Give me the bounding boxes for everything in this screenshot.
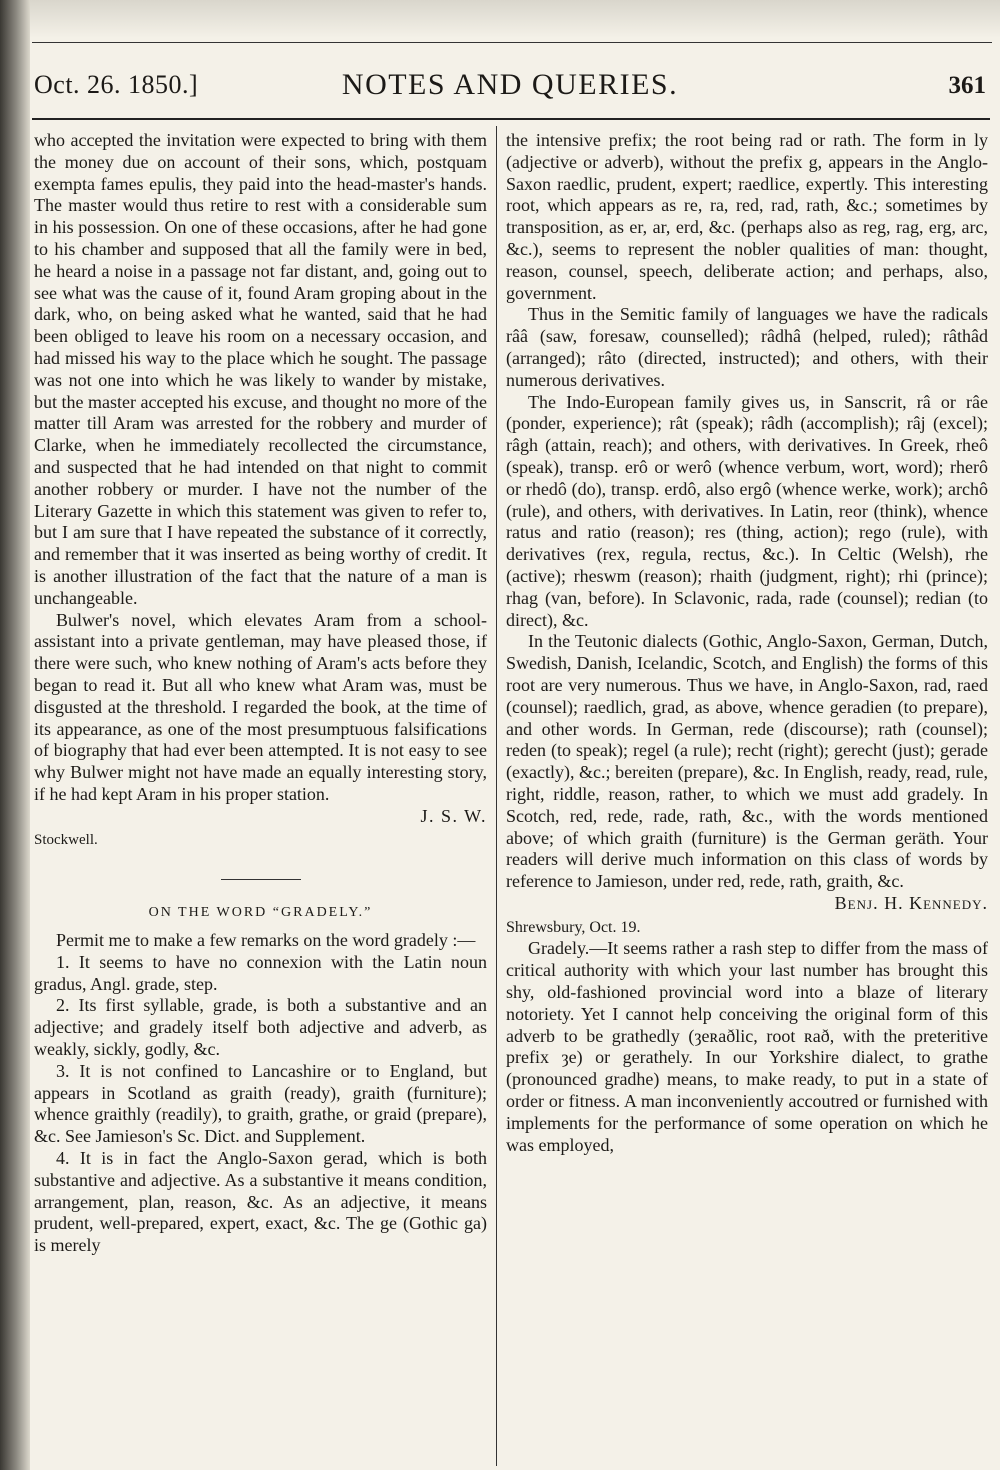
signature: Benj. H. Kennedy. <box>834 892 988 913</box>
place-line: Shrewsbury, Oct. 19. <box>506 918 641 936</box>
paragraph: The Indo-European family gives us, in Sanscrit, râ or râe (ponder, experience); rât (speak); râdh (accomplish); râj (excel); râgh (attain, reach); and others, with derivatives. In Greek, rheô (speak), transp. erô or werô (whence verbum, wort, word); rherô or rhedô (do), transp. erdô, also ergô (whence werke, work); archô (rule), and others, with derivatives. In Latin, reor (think), whence ratus and ratio (reason); res (thing, action); rego (rule), with derivatives (rex, regula, rectus, &c.). In Celtic (Welsh), rhe (active); rheswm (reason); rhaith (judgment, right); rhi (prince); rhag (van, before). In Sclavonic, rada, rade (counsel); redian (to direct), &c. <box>506 391 988 630</box>
numbered-point: 1. It seems to have no connexion with the Latin noun gradus, Angl. grade, step. <box>34 951 487 994</box>
signature: J. S. W. <box>420 805 487 826</box>
book-binding-shadow <box>0 0 30 1470</box>
numbered-point: 4. It is in fact the Anglo-Saxon gerad, which is both substantive and adjective. As a substantive it means condition, arrangement, plan, reason, &c. As an adjective, it means prudent, well-prepared, expert, exact, &c. The ge (Gothic ga) is merely <box>34 1148 487 1256</box>
top-rule <box>32 42 992 43</box>
issue-date: Oct. 26. 1850.] <box>34 70 199 99</box>
signature-line <box>506 893 988 915</box>
place-line: Stockwell. <box>34 831 98 848</box>
page-number: 361 <box>948 72 986 99</box>
numbered-point: 2. Its first syllable, grade, is both a substantive and an adjective; and gradely itself both adjective and adverb, as weakly, sickly, godly, &c. <box>34 995 487 1060</box>
paragraph: the intensive prefix; the root being rad or rath. The form in ly (adjective or adverb), without the prefix g, appears in the Anglo-Saxon raedlic, prudent, expert; raedlice, expertly. This interesting root, which appears as re, ra, red, rad, rath, &c.; sometimes by transposition, as er, ar, erd, &c. (perhaps also as reg, rag, erg, arc, &c.), seems to represent the nobler qualities of man: thought, reason, counsel, speech, deliberate action; and perhaps, also, government. <box>506 130 988 303</box>
signature-line <box>34 806 487 828</box>
paragraph: who accepted the invitation were expected to bring with them the money due on account of their sons, which, postquam exempta fames epulis, they paid into the head-master's hands. The master would thus retire to rest with a considerable sum in his possession. On one of these occasions, after he had gone to his chamber and supposed that all the family were in bed, he heard a noise in a passage not far distant, and, going out to see what was the cause of it, found Aram groping about in the dark, who, on being asked what he wanted, said that he had been obliged to leave his room on a necessary occasion, and had missed his way to the place which he sought. The passage was not one into which he was likely to wander by mistake, but the master accepted his excuse, and thought no more of the matter till Aram was arrested for the robbery and murder of Clarke, when he immediately recollected the circumstance, and suspected that he had intended on that night to commit another robbery or murder. I have not the number of the Literary Gazette in which this statement was given to refer to, but I am sure that I have repeated the substance of it correctly, and remember that it was inserted as being worthy of credit. It is another illustration of the fact that the nature of a man is unchangeable. <box>34 130 487 608</box>
publication-title: NOTES AND QUERIES. <box>341 68 679 101</box>
paragraph: Gradely.—It seems rather a rash step to differ from the mass of critical authority with which your last number has brought this shy, old-fashioned provincial word into a blaze of literary notoriety. Yet I cannot help conceiving the original form of this adverb to be grathedly (ȝeʀaðlic, root ʀað, with the preteritive prefix ȝe) or gerathely. In our Yorkshire dialect, to grathe (pronounced gradhe) means, to make ready, to put in a state of order or fitness. A man inconveniently accoutred or furnished with implements for the performance of some operation on which he was employed, <box>506 938 988 1155</box>
paragraph: Bulwer's novel, which elevates Aram from a school-assistant into a private gentleman, may have pleased those, if there were such, who knew nothing of Aram's acts before they began to read it. But all who knew what Aram was, must be disgusted at the threshold. I regarded the book, at the time of its appearance, as one of the most presumptuous falsifications of biography that had ever been attempted. It is not easy to see why Bulwer might not have made an equally interesting story, if he had kept Aram in his proper station. <box>34 609 487 804</box>
column-divider <box>496 126 497 1466</box>
right-column <box>506 130 988 1156</box>
page-header <box>34 66 986 106</box>
left-column <box>34 130 487 1257</box>
paragraph: In the Teutonic dialects (Gothic, Anglo-Saxon, German, Dutch, Swedish, Danish, Icelandic, Scotch, and English) the forms of this root are very numerous. Thus we have, in Anglo-Saxon, rad, raed (counsel); raedlich, grad, as above, whence geradien (to prepare), and other words. In German, rede (discourse); rath (counsel); reden (to speak); regel (a rule); recht (right); gerecht (just); gerade (exactly), &c.; bereiten (prepare), &c. In English, ready, read, rule, right, riddle, reason, rather, to which we must add gradely. In Scotch, red, rede, rade, rath, &c., with the words mentioned above; of which graith (furniture) is the German geräth. Your readers will derive much information on this class of words by reference to Jamieson, under red, rede, rath, graith, &c. <box>506 631 988 892</box>
header-rule <box>32 118 990 120</box>
numbered-point: 3. It is not confined to Lancashire or to England, but appears in Scotland as graith (ready), graith (furniture); whence graithly (readily), to graith, grathe, or graid (prepare), &c. See Jamieson's Sc. Dict. and Supplement. <box>34 1060 487 1147</box>
article-heading: ON THE WORD “GRADELY.” <box>148 905 373 921</box>
paragraph: Permit me to make a few remarks on the word gradely :— <box>56 930 476 951</box>
section-separator <box>221 879 301 880</box>
paragraph: Thus in the Semitic family of languages we have the radicals rââ (saw, foresaw, counselled); râdhâ (helped, ruled); râthâd (arranged); râto (directed, instructed); and others, with their numerous derivatives. <box>506 304 988 390</box>
page-top-edge <box>30 0 1000 38</box>
